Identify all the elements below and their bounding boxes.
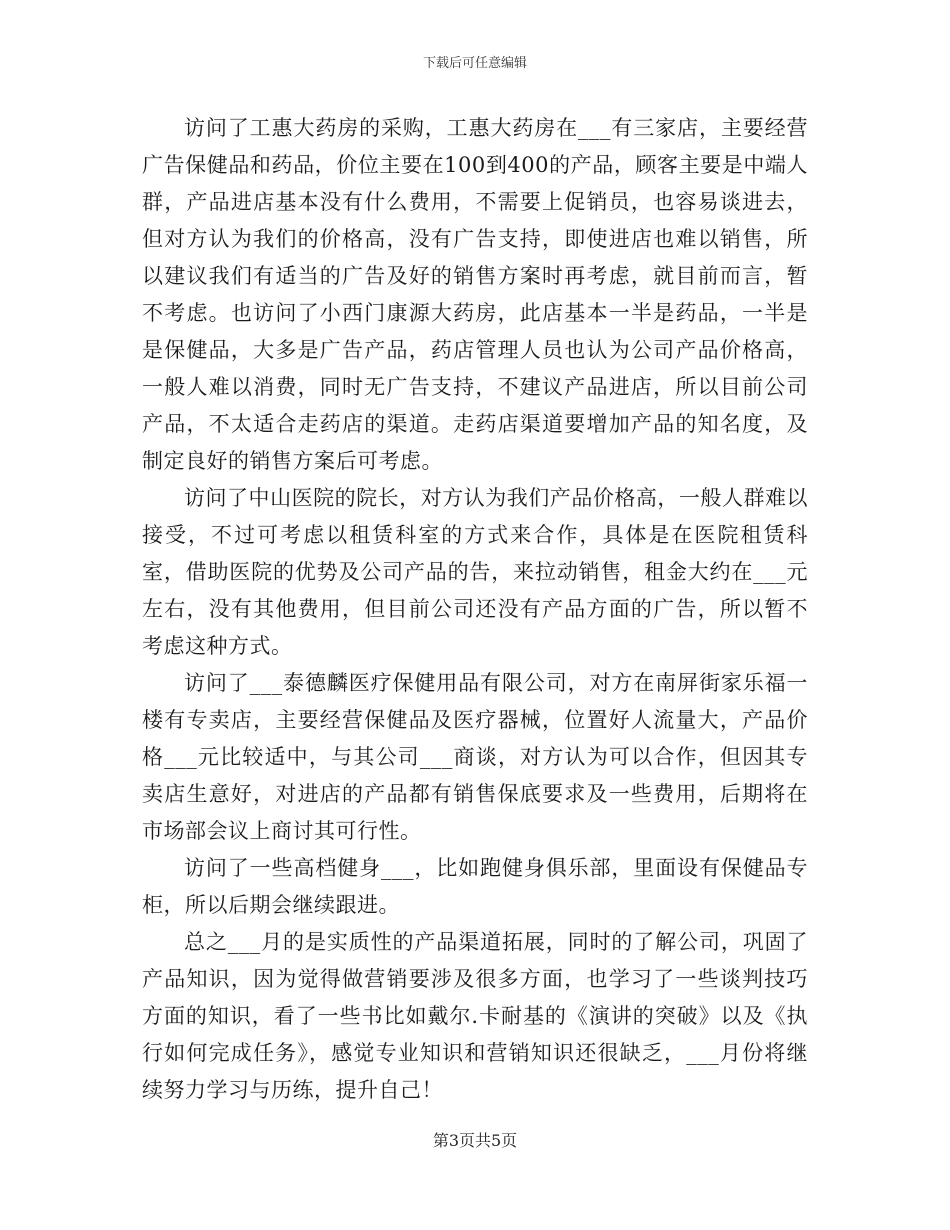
paragraph-2: 访问了中山医院的院长，对方认为我们产品价格高，一般人群难以接受，不过可考虑以租赁科室的方式来合作，具体是在医院租赁科室，借助医院的优势及公司产品的告，来拉动销售，租金大约在___元左右，没有其他费用，但目前公司还没有产品方面的广告，所以暂不考虑这种方式。 bbox=[142, 486, 808, 658]
document-body bbox=[142, 110, 808, 1109]
paragraph-3: 访问了___泰德麟医疗保健用品有限公司，对方在南屏街家乐福一楼有专卖店，主要经营保健品及医疗器械，位置好人流量大，产品价格___元比较适中，与其公司___商谈，对方认为可以合作，但因其专卖店生意好，对进店的产品都有销售保底要求及一些费用，后期将在市场部会议上商讨其可行性。 bbox=[142, 671, 808, 843]
paragraph-4: 访问了一些高档健身___，比如跑健身俱乐部，里面设有保健品专柜，所以后期会继续跟进。 bbox=[142, 856, 808, 917]
page-footer-indicator: 第3页共5页 bbox=[432, 1131, 518, 1150]
page-header-note: 下载后可任意编辑 bbox=[422, 56, 527, 71]
paragraph-1: 访问了工惠大药房的采购，工惠大药房在___有三家店，主要经营广告保健品和药品，价位主要在100到400的产品，顾客主要是中端人群，产品进店基本没有什么费用，不需要上促销员，也容易谈进去，但对方认为我们的价格高，没有广告支持，即使进店也难以销售，所以建议我们有适当的广告及好的销售方案时再考虑，就目前而言，暂不考虑。也访问了小西门康源大药房，此店基本一半是药品，一半是是保健品，大多是广告产品，药店管理人员也认为公司产品价格高，一般人难以消费，同时无广告支持，不建议产品进店，所以目前公司产品，不太适合走药店的渠道。走药店渠道要增加产品的知名度，及制定良好的销售方案后可考虑。 bbox=[142, 116, 808, 473]
paragraph-5: 总之___月的是实质性的产品渠道拓展，同时的了解公司，巩固了产品知识，因为觉得做营销要涉及很多方面，也学习了一些谈判技巧方面的知识，看了一些书比如戴尔.卡耐基的《演讲的突破》以及《执行如何完成任务》，感觉专业知识和营销知识还很缺乏，___月份将继续努力学习与历练，提升自己！ bbox=[142, 930, 808, 1102]
